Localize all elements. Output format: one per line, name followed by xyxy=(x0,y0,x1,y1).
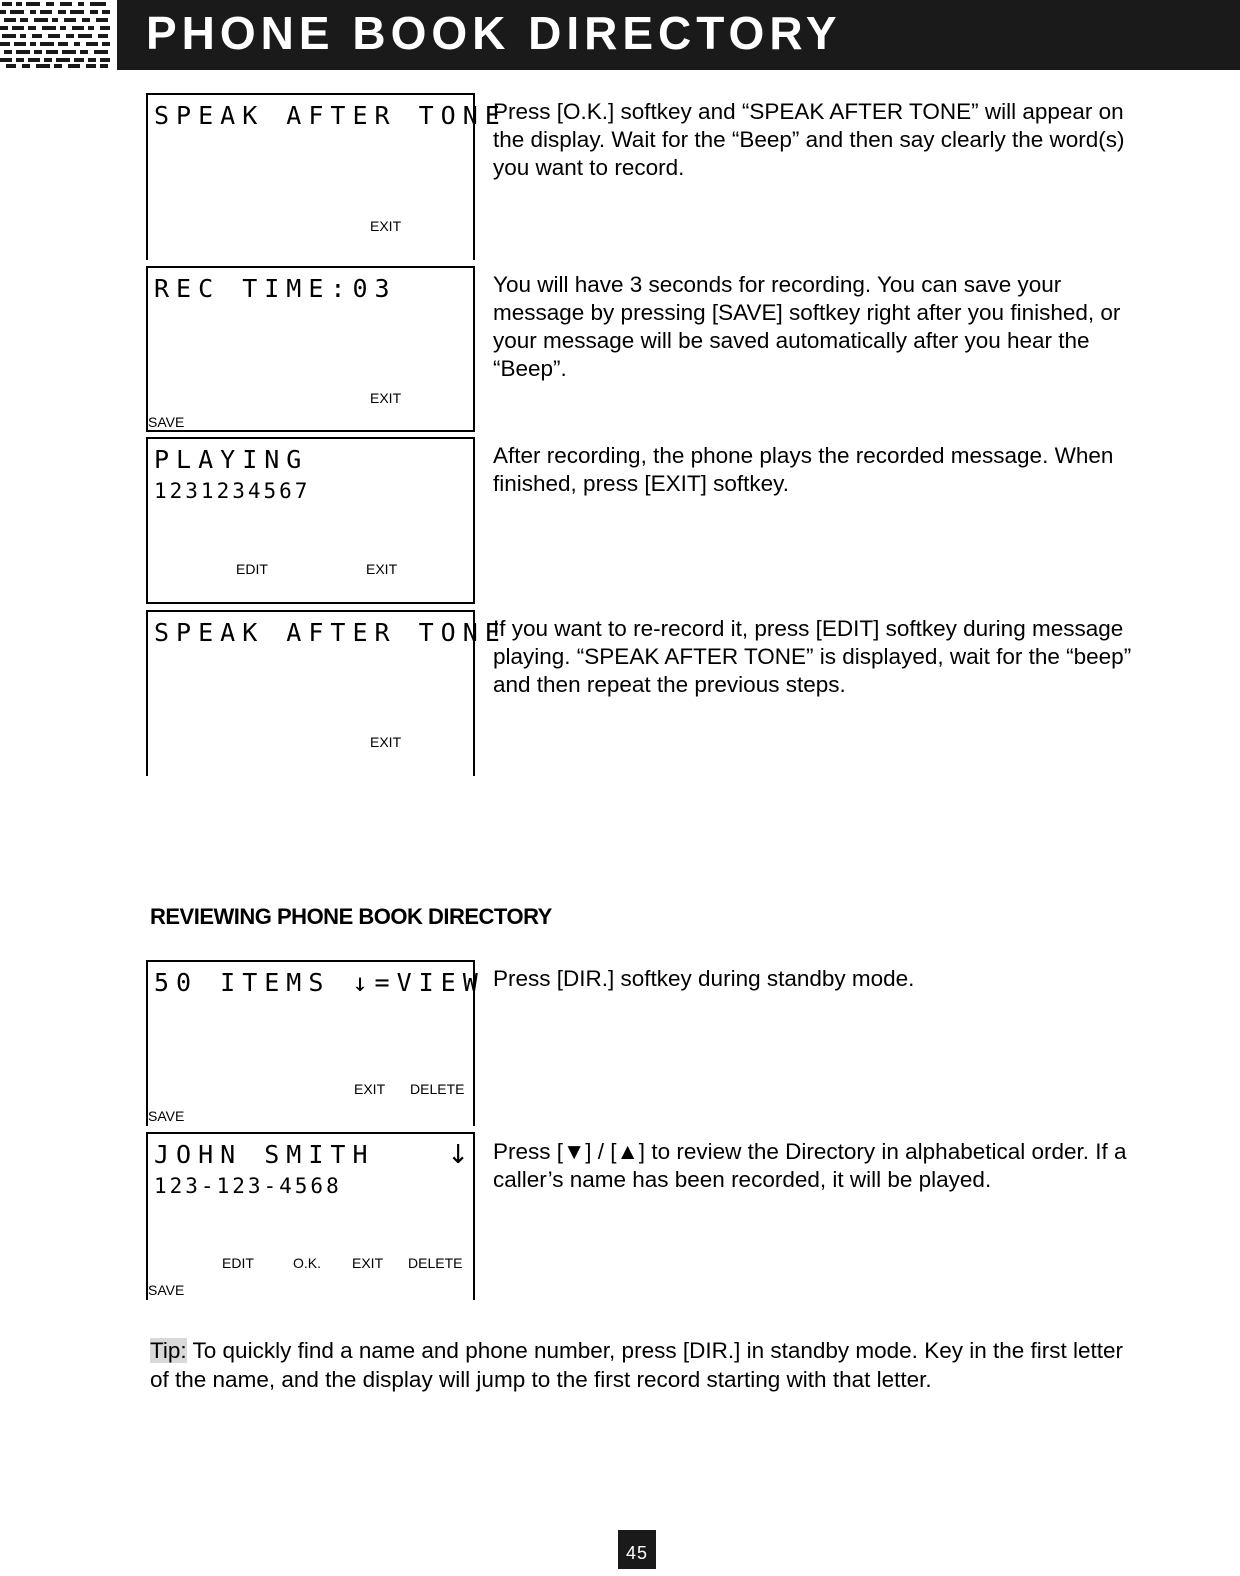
halftone-pattern-icon xyxy=(0,0,112,70)
softkey-exit: EXIT xyxy=(370,734,402,750)
step-description: Press [DIR.] softkey during standby mode. xyxy=(493,966,915,991)
softkey-edit: EDIT xyxy=(236,561,268,577)
softkey-edit: EDIT xyxy=(222,1255,254,1271)
lcd-display-speak-after-tone xyxy=(146,93,507,260)
softkey-exit: EXIT xyxy=(352,1255,384,1271)
section-heading: REVIEWING PHONE BOOK DIRECTORY xyxy=(150,904,552,929)
softkey-exit: EXIT xyxy=(354,1081,386,1097)
lcd-display-speak-after-tone-repeat xyxy=(146,610,507,776)
lcd-line1: JOHN SMITH xyxy=(154,1140,375,1169)
tip-label: Tip: xyxy=(150,1338,187,1363)
lcd-line1: PLAYING xyxy=(154,445,309,474)
lcd-display-items-view xyxy=(146,960,485,1126)
lcd-line1: SPEAK AFTER TONE xyxy=(154,101,507,130)
lcd-line1: REC TIME:03 xyxy=(154,274,397,303)
page-title: PHONE BOOK DIRECTORY xyxy=(146,7,842,59)
softkey-exit: EXIT xyxy=(370,390,402,406)
softkey-exit: EXIT xyxy=(366,561,398,577)
lcd-line2: 123-123-4568 xyxy=(154,1174,342,1198)
tip-text: To quickly find a name and phone number, press [DIR.] in standby mode. Key in the first letter of the name, and the display will jump to the first record starting with that letter. xyxy=(150,1338,1124,1392)
page-number: 45 xyxy=(618,1530,656,1569)
softkey-ok: O.K. xyxy=(293,1255,322,1271)
lcd-display-john-smith xyxy=(146,1132,475,1300)
tip-paragraph xyxy=(150,1336,1130,1394)
softkey-save: SAVE xyxy=(148,1282,185,1298)
step-description: Press [▼] / [▲] to review the Directory in alphabetical order. If a caller’s name has been recorded, it will be played. xyxy=(493,1139,1127,1192)
softkey-delete: DELETE xyxy=(410,1081,465,1097)
step-description: You will have 3 seconds for recording. You can save your message by pressing [SAVE] softkey right after you finished, or your message will be saved automatically after you hear the “Beep”. xyxy=(493,272,1121,381)
lcd-line1: SPEAK AFTER TONE xyxy=(154,618,507,647)
step-description: After recording, the phone plays the recorded message. When finished, press [EXIT] softkey. xyxy=(493,443,1114,496)
lcd-display-playing xyxy=(146,437,475,604)
lcd-line2: 1231234567 xyxy=(154,479,311,503)
softkey-save: SAVE xyxy=(148,1108,185,1124)
step-description: If you want to re-record it, press [EDIT] softkey during message playing. “SPEAK AFTER TONE” is displayed, wait for the “beep” and then repeat the previous steps. xyxy=(493,616,1132,697)
softkey-exit: EXIT xyxy=(370,218,402,234)
lcd-line1: 50 ITEMS ↓=VIEW xyxy=(154,968,485,997)
softkey-save: SAVE xyxy=(148,414,185,430)
lcd-display-rec-time xyxy=(146,266,475,432)
step-description: Press [O.K.] softkey and “SPEAK AFTER TONE” will appear on the display. Wait for the “Beep” and then say clearly the word(s) you want to record. xyxy=(493,99,1125,180)
down-arrow-icon: ↓ xyxy=(447,1140,469,1170)
softkey-delete: DELETE xyxy=(408,1255,463,1271)
